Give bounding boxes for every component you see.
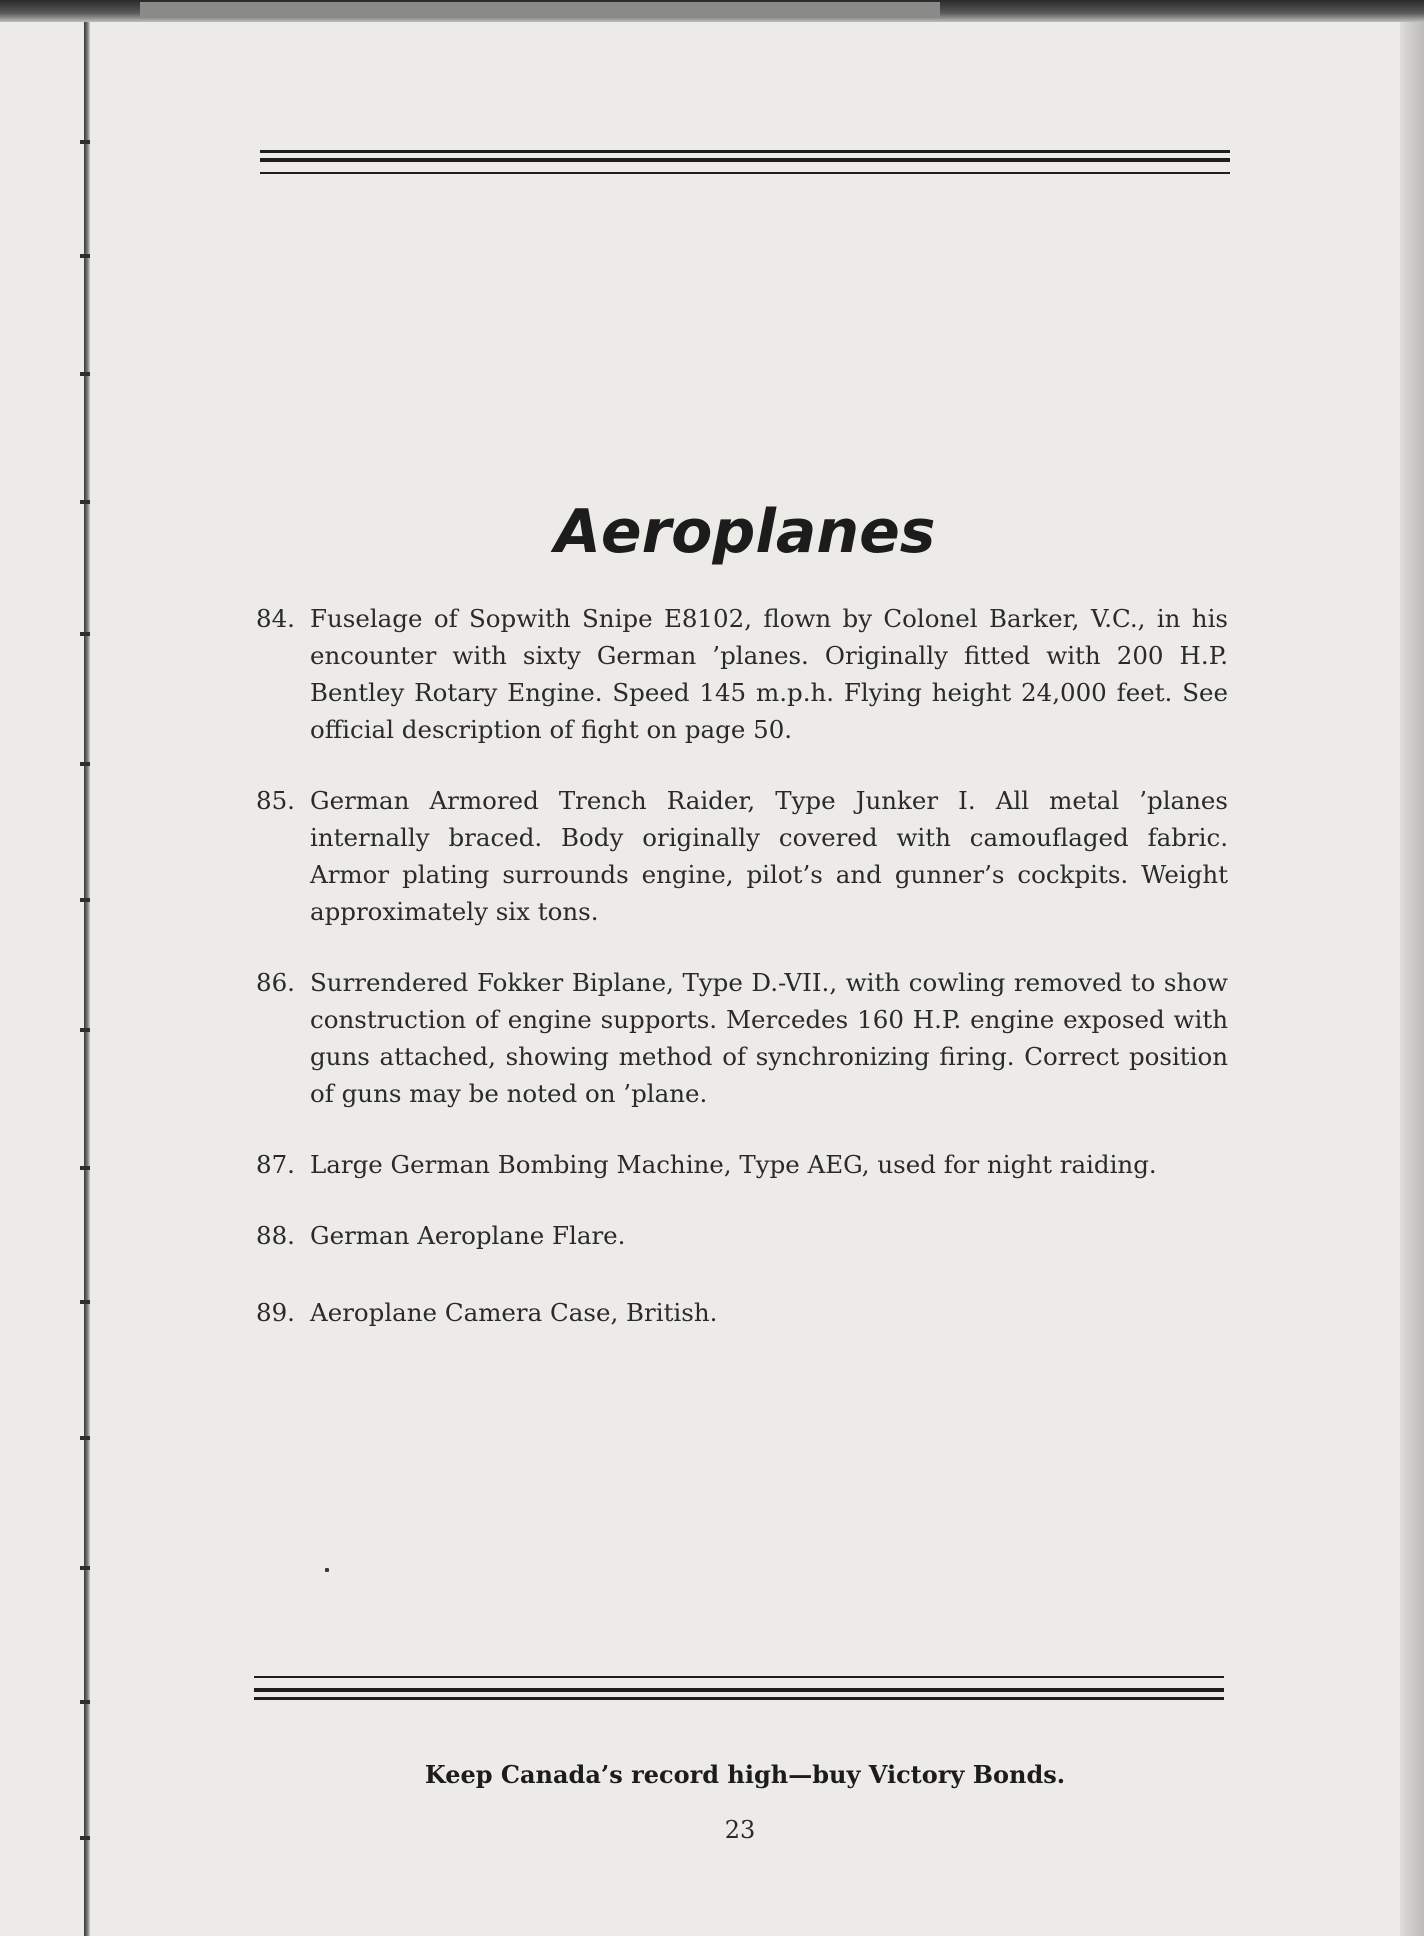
binding-notch — [80, 898, 90, 902]
page-number: 23 — [724, 1816, 756, 1844]
list-item — [256, 964, 1228, 1112]
binding-notch — [80, 254, 90, 258]
bottom-decorative-rule — [254, 1676, 1224, 1702]
item-text: Fuselage of Sopwith Snipe E8102, flown by Colonel Barker, V.C., in his encounter with sixty German ’planes. Originally fitted with 200 H.P. Bentley Rotary Engine. Speed 145 m.p.h. Flying height 24,000 feet. See official description of fight on page 50. — [310, 604, 1228, 744]
binding-notch — [80, 1436, 90, 1440]
binding-notch — [80, 1028, 90, 1032]
item-text: Aeroplane Camera Case, British. — [310, 1298, 718, 1327]
binding-notch — [80, 372, 90, 376]
item-number: 85. — [256, 786, 295, 815]
rule-line — [260, 172, 1230, 174]
binding-notch — [80, 632, 90, 636]
page-right-edge — [1400, 22, 1424, 1936]
binding-notch — [80, 140, 90, 144]
item-text: Surrendered Fokker Biplane, Type D.-VII., with cowling removed to show construction of engine supports. Mercedes 160 H.P. engine exposed with guns attached, showing method of synchronizing firing. Correct position of guns may be noted on ’plane. — [310, 968, 1228, 1108]
top-decorative-rule — [260, 150, 1230, 176]
item-text: Large German Bombing Machine, Type AEG, used for night raiding. — [310, 1150, 1157, 1179]
rule-line — [254, 1688, 1224, 1692]
binding-notch — [80, 762, 90, 766]
item-text: German Armored Trench Raider, Type Junker I. All metal ’planes internally braced. Body originally covered with camouflaged fabric. Armor plating surrounds engine, pilot’s and gunner’s cockpits. Weight approximately six tons. — [310, 786, 1228, 926]
list-item — [256, 1217, 1228, 1254]
binding-spine — [84, 22, 90, 1936]
list-item — [256, 1294, 1228, 1331]
rule-line — [260, 158, 1230, 162]
scan-top-strip — [140, 2, 940, 18]
page-title: Aeroplanes — [554, 497, 936, 567]
binding-notch — [80, 1566, 90, 1570]
list-item — [256, 1146, 1228, 1183]
rule-line — [254, 1697, 1224, 1700]
print-speck — [325, 1568, 329, 1572]
footer-slogan: Keep Canada’s record high—buy Victory Bonds. — [424, 1760, 1066, 1789]
list-item — [256, 600, 1228, 748]
exhibit-list — [256, 600, 1228, 1367]
scan-top-edge — [0, 0, 1424, 22]
binding-notch — [80, 1166, 90, 1170]
item-number: 88. — [256, 1221, 295, 1250]
rule-line — [254, 1676, 1224, 1678]
item-number: 89. — [256, 1298, 295, 1327]
item-number: 86. — [256, 968, 295, 997]
item-text: German Aeroplane Flare. — [310, 1221, 626, 1250]
binding-notch — [80, 1700, 90, 1704]
item-number: 84. — [256, 604, 295, 633]
item-number: 87. — [256, 1150, 295, 1179]
rule-line — [260, 150, 1230, 153]
binding-notch — [80, 1300, 90, 1304]
list-item — [256, 782, 1228, 930]
